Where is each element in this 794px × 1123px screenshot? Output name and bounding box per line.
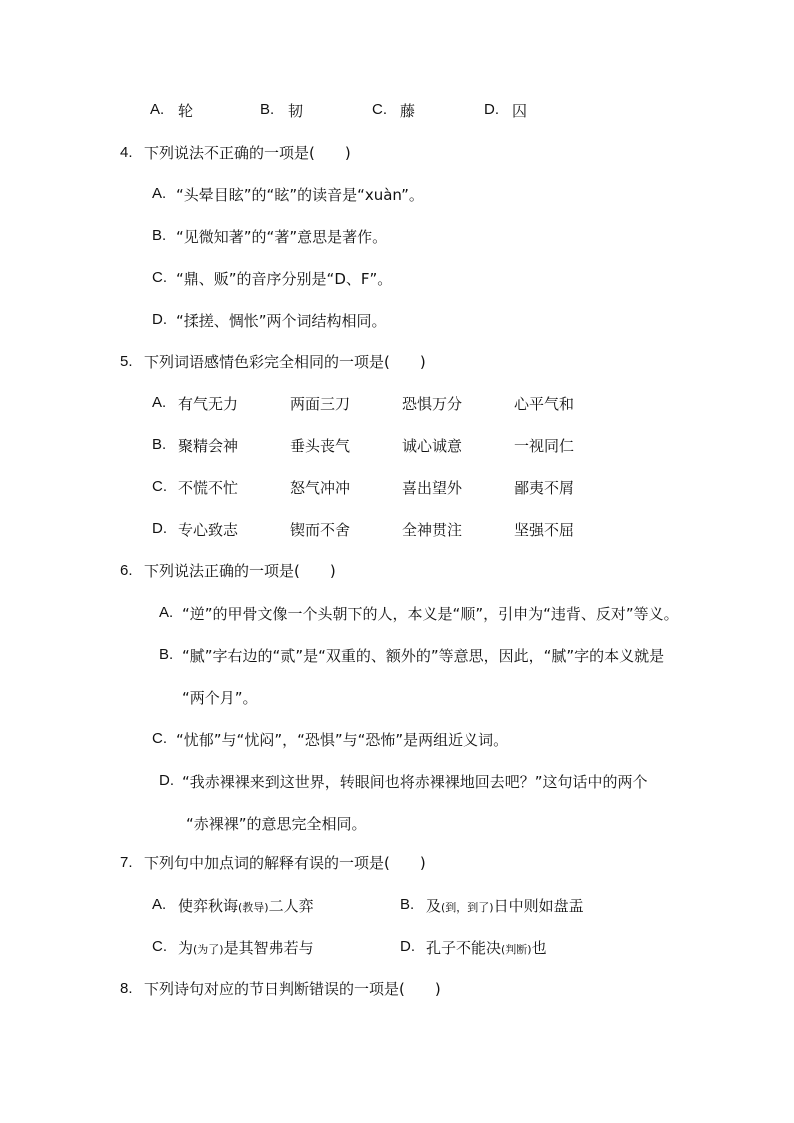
option-text-main: 是其智弗若与: [223, 939, 314, 957]
option-text: “见微知著”的“著”意思是著作。: [176, 228, 388, 246]
option-label: B.: [400, 896, 415, 913]
word: 坚强不屈: [514, 521, 575, 539]
option-text-main: 使弈秋诲: [178, 897, 239, 915]
question-stem: 下列说法正确的一项是( ): [144, 562, 336, 580]
option-text: “忧郁”与“忧闷”，“恐惧”与“恐怖”是两组近义词。: [176, 731, 509, 749]
option-text: [178, 896, 314, 918]
option-label: C.: [152, 269, 167, 286]
option-text: [178, 938, 314, 960]
word: 喜出望外: [402, 479, 463, 497]
option-label: D.: [152, 520, 167, 537]
option-text: [426, 938, 547, 960]
option-label: B.: [159, 646, 174, 663]
option-label: A.: [150, 101, 165, 118]
word: 鄙夷不屑: [514, 479, 575, 497]
option-label: C.: [152, 478, 167, 495]
option-label: A.: [152, 394, 167, 411]
option-label: C.: [372, 101, 387, 118]
option-text: 轮: [178, 102, 194, 120]
word: 两面三刀: [290, 395, 351, 413]
option-label: D.: [484, 101, 499, 118]
question-stem: 下列说法不正确的一项是( ): [144, 144, 351, 162]
option-text: “头晕目眩”的“眩”的读音是“xuàn”。: [176, 186, 424, 204]
option-text: “逆”的甲骨文像一个头朝下的人，本义是“顺”，引申为“违背、反对”等义。: [182, 605, 679, 623]
option-label: D.: [152, 311, 167, 328]
option-text-main: 及: [426, 897, 442, 915]
option-text-continued: “赤裸裸”的意思完全相同。: [186, 815, 367, 833]
option-label: D.: [400, 938, 415, 955]
option-text: “鼎、贩”的音序分别是“D、F”。: [176, 270, 393, 288]
question-number: 5.: [120, 353, 133, 370]
word: 有气无力: [178, 395, 239, 413]
word: 一视同仁: [514, 437, 575, 455]
option-label: C.: [152, 938, 167, 955]
word: 全神贯注: [402, 521, 463, 539]
option-text-main: 日中则如盘盂: [493, 897, 584, 915]
option-note: (教导): [238, 901, 269, 914]
option-text: 藤: [400, 102, 416, 120]
option-text: “腻”字右边的“贰”是“双重的、额外的”等意思，因此，“腻”字的本义就是: [182, 647, 665, 665]
option-label: B.: [260, 101, 275, 118]
word: 诚心诚意: [402, 437, 463, 455]
word: 锲而不舍: [290, 521, 351, 539]
option-text: 韧: [288, 102, 304, 120]
question-number: 7.: [120, 854, 133, 871]
option-text-continued: “两个月”。: [182, 689, 258, 707]
word: 怒气冲冲: [290, 479, 351, 497]
option-note: (判断): [501, 943, 532, 956]
option-text-main: 孔子不能决: [426, 939, 502, 957]
option-label: A.: [159, 604, 174, 621]
option-label: B.: [152, 227, 167, 244]
option-note: (为了): [193, 943, 224, 956]
question-stem: 下列词语感情色彩完全相同的一项是( ): [144, 353, 426, 371]
question-number: 4.: [120, 144, 133, 161]
option-text-main: 也: [531, 939, 547, 957]
option-text-main: 为: [178, 939, 194, 957]
option-text-main: 二人弈: [268, 897, 314, 915]
option-label: A.: [152, 896, 167, 913]
option-text: [426, 896, 584, 918]
question-stem: 下列诗句对应的节日判断错误的一项是( ): [144, 980, 441, 998]
word: 恐惧万分: [402, 395, 463, 413]
question-number: 6.: [120, 562, 133, 579]
option-text: “我赤裸裸来到这世界，转眼间也将赤裸裸地回去吧？”这句话中的两个: [182, 773, 648, 791]
option-note: (到，到了): [441, 901, 494, 914]
option-label: B.: [152, 436, 167, 453]
word: 聚精会神: [178, 437, 239, 455]
option-label: C.: [152, 730, 167, 747]
option-text: 囚: [512, 102, 528, 120]
question-stem: 下列句中加点词的解释有误的一项是( ): [144, 854, 426, 872]
word: 心平气和: [514, 395, 575, 413]
question-number: 8.: [120, 980, 133, 997]
word: 不慌不忙: [178, 479, 239, 497]
word: 垂头丧气: [290, 437, 351, 455]
option-label: D.: [159, 772, 174, 789]
option-text: “揉搓、惆怅”两个词结构相同。: [176, 312, 387, 330]
word: 专心致志: [178, 521, 239, 539]
option-label: A.: [152, 185, 167, 202]
